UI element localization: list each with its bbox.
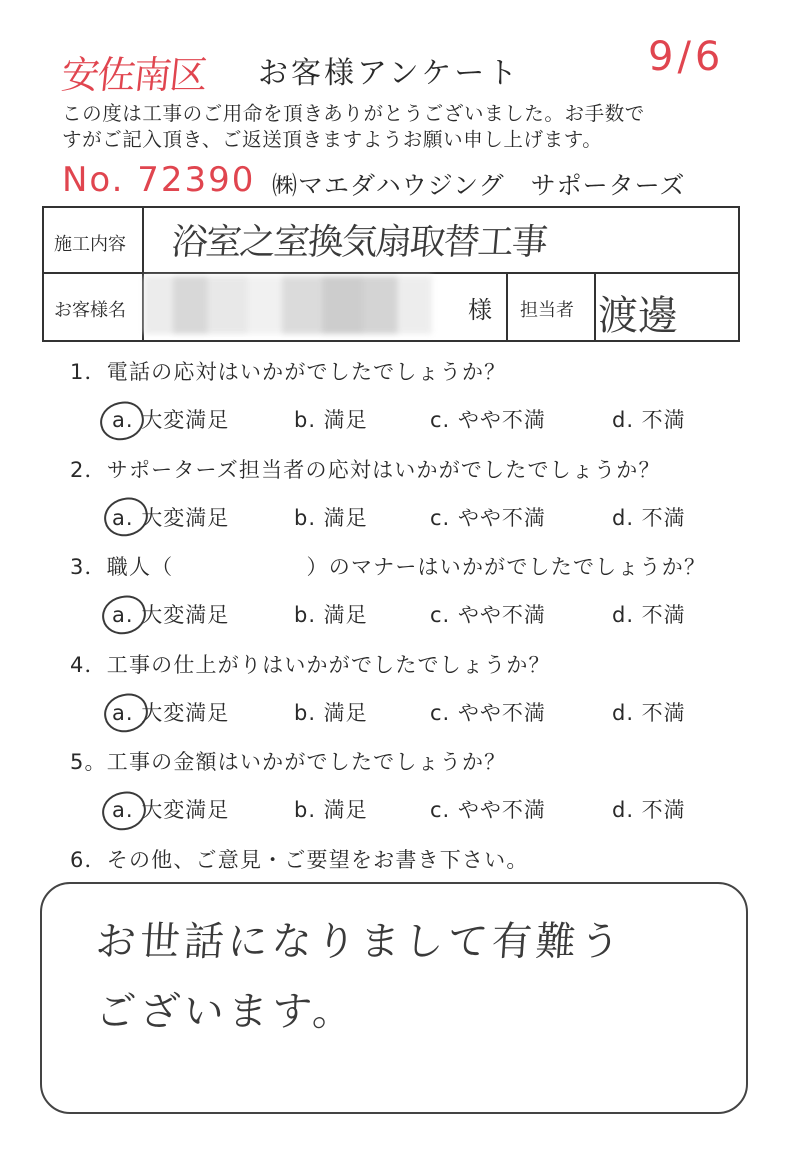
question-3: 3．職人（ ）のマナーはいかがでしたでしょうか？: [70, 555, 707, 579]
option-a: a. 大変満足: [112, 798, 230, 822]
question-6: 6．その他、ご意見・ご要望をお書き下さい。: [70, 848, 529, 872]
option-b: b. 満足: [294, 408, 368, 432]
option-d: d. 不満: [612, 603, 686, 627]
intro-text-line2: すがご記入頂き、ご返送頂きますようお願い申し上げます。: [62, 128, 603, 151]
table-divider-staff-label-left: [506, 272, 508, 342]
option-c: c. やや不満: [430, 701, 546, 725]
question-1: 1．電話の応対はいかがでしたでしょうか？: [70, 360, 507, 384]
option-d: d. 不満: [612, 798, 686, 822]
question-5: 5。工事の金額はいかがでしたでしょうか？: [70, 750, 507, 774]
work-content-label: 施工内容: [54, 234, 126, 255]
staff-name-handwritten: 渡邊: [598, 293, 678, 339]
option-a: a. 大変満足: [112, 701, 230, 725]
option-b: b. 満足: [294, 798, 368, 822]
work-content-handwritten: 浴室之室換気扇取替工事: [169, 222, 548, 263]
question-4: 4．工事の仕上がりはいかがでしたでしょうか？: [70, 653, 551, 677]
table-divider-staff-label-right: [594, 272, 596, 342]
option-b: b. 満足: [294, 506, 368, 530]
question-2: 2．サポーターズ担当者の応対はいかがでしたでしょうか？: [70, 458, 661, 482]
honorific-sama: 様: [468, 296, 492, 324]
option-a: a. 大変満足: [112, 506, 230, 530]
option-a: a. 大変満足: [112, 603, 230, 627]
option-a: a. 大変満足: [112, 408, 230, 432]
option-d: d. 不満: [612, 408, 686, 432]
option-c: c. やや不満: [430, 408, 546, 432]
comment-handwritten-line2: ございます。: [94, 989, 359, 1035]
company-name: ㈱マエダハウジング サポーターズ: [272, 171, 686, 200]
option-b: b. 満足: [294, 701, 368, 725]
intro-text-line1: この度は工事のご用命を頂きありがとうございました。お手数で: [62, 102, 645, 125]
customer-name-label: お客様名: [54, 300, 126, 321]
option-b: b. 満足: [294, 603, 368, 627]
area-handwritten-label: 安佐南区: [59, 53, 208, 97]
comment-handwritten-line1: お世話になりまして有難う: [94, 919, 626, 965]
option-c: c. やや不満: [430, 603, 546, 627]
staff-label: 担当者: [520, 300, 574, 321]
option-d: d. 不満: [612, 506, 686, 530]
date-handwritten: 9/6: [648, 34, 725, 80]
option-c: c. やや不満: [430, 506, 546, 530]
page-title: お客様アンケート: [258, 56, 521, 91]
customer-name-redacted: [144, 276, 432, 334]
survey-number-handwritten: No. 72390: [62, 160, 256, 200]
option-d: d. 不満: [612, 701, 686, 725]
option-c: c. やや不満: [430, 798, 546, 822]
table-divider-horizontal: [44, 272, 738, 274]
